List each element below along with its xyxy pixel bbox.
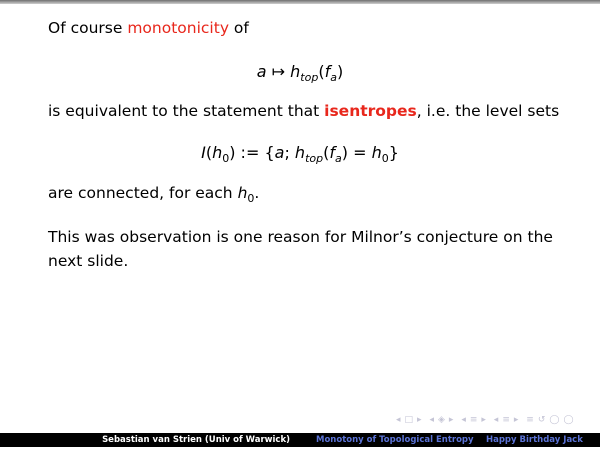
math-sub-a: a — [334, 152, 342, 165]
math-brace: } — [388, 143, 399, 162]
math-sub-top: top — [300, 71, 319, 84]
math-sub-0: 0 — [247, 192, 255, 205]
math-paren: ( — [205, 143, 213, 162]
math-sub-a: a — [330, 71, 337, 84]
footer-date: Happy Birthday Jack — [486, 435, 583, 445]
nav-back-icon[interactable]: ↺ — [537, 415, 547, 425]
paragraph-isentropes — [48, 102, 559, 120]
text: is equivalent to the statement that — [48, 102, 325, 120]
text: are connected, for each — [48, 184, 238, 202]
math-mapsto: ↦ — [266, 62, 291, 81]
nav-section-next-icon[interactable]: ▸ — [481, 415, 487, 425]
nav-frame-next-icon[interactable]: ▸ — [417, 415, 423, 425]
math-assign: := { — [235, 143, 275, 162]
math-var-h: h — [237, 184, 248, 202]
math-var-f: f — [324, 62, 331, 81]
nav-frame-prev-icon[interactable]: ◂ — [396, 415, 402, 425]
top-rule — [0, 0, 600, 4]
nav-search-forward-icon[interactable]: ◯ — [563, 415, 575, 425]
math-var-h: h — [294, 143, 306, 162]
math-paren: ( — [323, 143, 330, 162]
math-sub-0: 0 — [222, 152, 230, 165]
math-semicolon: ; — [284, 143, 295, 162]
text: . — [254, 184, 260, 202]
math-var-h: h — [212, 143, 223, 162]
nav-section-prev-icon[interactable]: ◂ — [461, 415, 467, 425]
highlight-monotonicity: monotonicity — [127, 19, 229, 37]
nav-doc-prev-icon[interactable]: ◂ — [493, 415, 500, 425]
nav-doc-next-icon[interactable]: ▸ — [513, 415, 520, 425]
equation-map — [48, 62, 552, 84]
footer-bar — [0, 433, 600, 447]
math-var-a: a — [274, 143, 285, 162]
paragraph-observation: This was observation is one reason for Milnor’s conjecture on the next slide. — [48, 228, 553, 270]
math-var-h: h — [290, 62, 301, 81]
alert-isentropes: isentropes — [324, 102, 417, 120]
nav-section-icon[interactable]: ≡ — [469, 415, 479, 425]
math-paren: ( — [318, 62, 325, 81]
nav-subsection-next-icon[interactable]: ▸ — [448, 415, 455, 425]
math-paren: ) — [341, 143, 348, 162]
nav-search-icon[interactable]: ◯ — [549, 415, 561, 425]
math-var-h: h — [371, 143, 382, 162]
footer-author: Sebastian van Strien (Univ of Warwick) — [102, 435, 290, 445]
nav-subsection-prev-icon[interactable]: ◂ — [429, 415, 435, 425]
math-var-a: a — [256, 62, 267, 81]
footer-title: Monotony of Topological Entropy — [316, 435, 474, 445]
math-sub-top: top — [305, 152, 324, 165]
text: , i.e. the level sets — [416, 102, 560, 120]
math-var-f: f — [329, 143, 335, 162]
nav-subsection-icon[interactable]: ◈ — [437, 415, 446, 425]
paragraph-monotonicity — [48, 19, 249, 37]
nav-doc-icon[interactable]: ≡ — [502, 415, 511, 425]
paragraph-connected — [48, 184, 260, 205]
nav-frame-icon[interactable]: □ — [404, 415, 415, 425]
beamer-navigation[interactable] — [396, 415, 578, 429]
text: of — [229, 19, 249, 37]
math-paren: ) — [336, 62, 344, 81]
math-sub-0: 0 — [381, 152, 389, 165]
math-paren: ) — [229, 143, 236, 162]
equation-level-set — [48, 143, 552, 165]
math-equals: = — [347, 143, 372, 162]
nav-align-icon[interactable]: ≡ — [526, 415, 535, 425]
text: Of course — [48, 19, 128, 37]
math-var-I: I — [201, 143, 206, 162]
